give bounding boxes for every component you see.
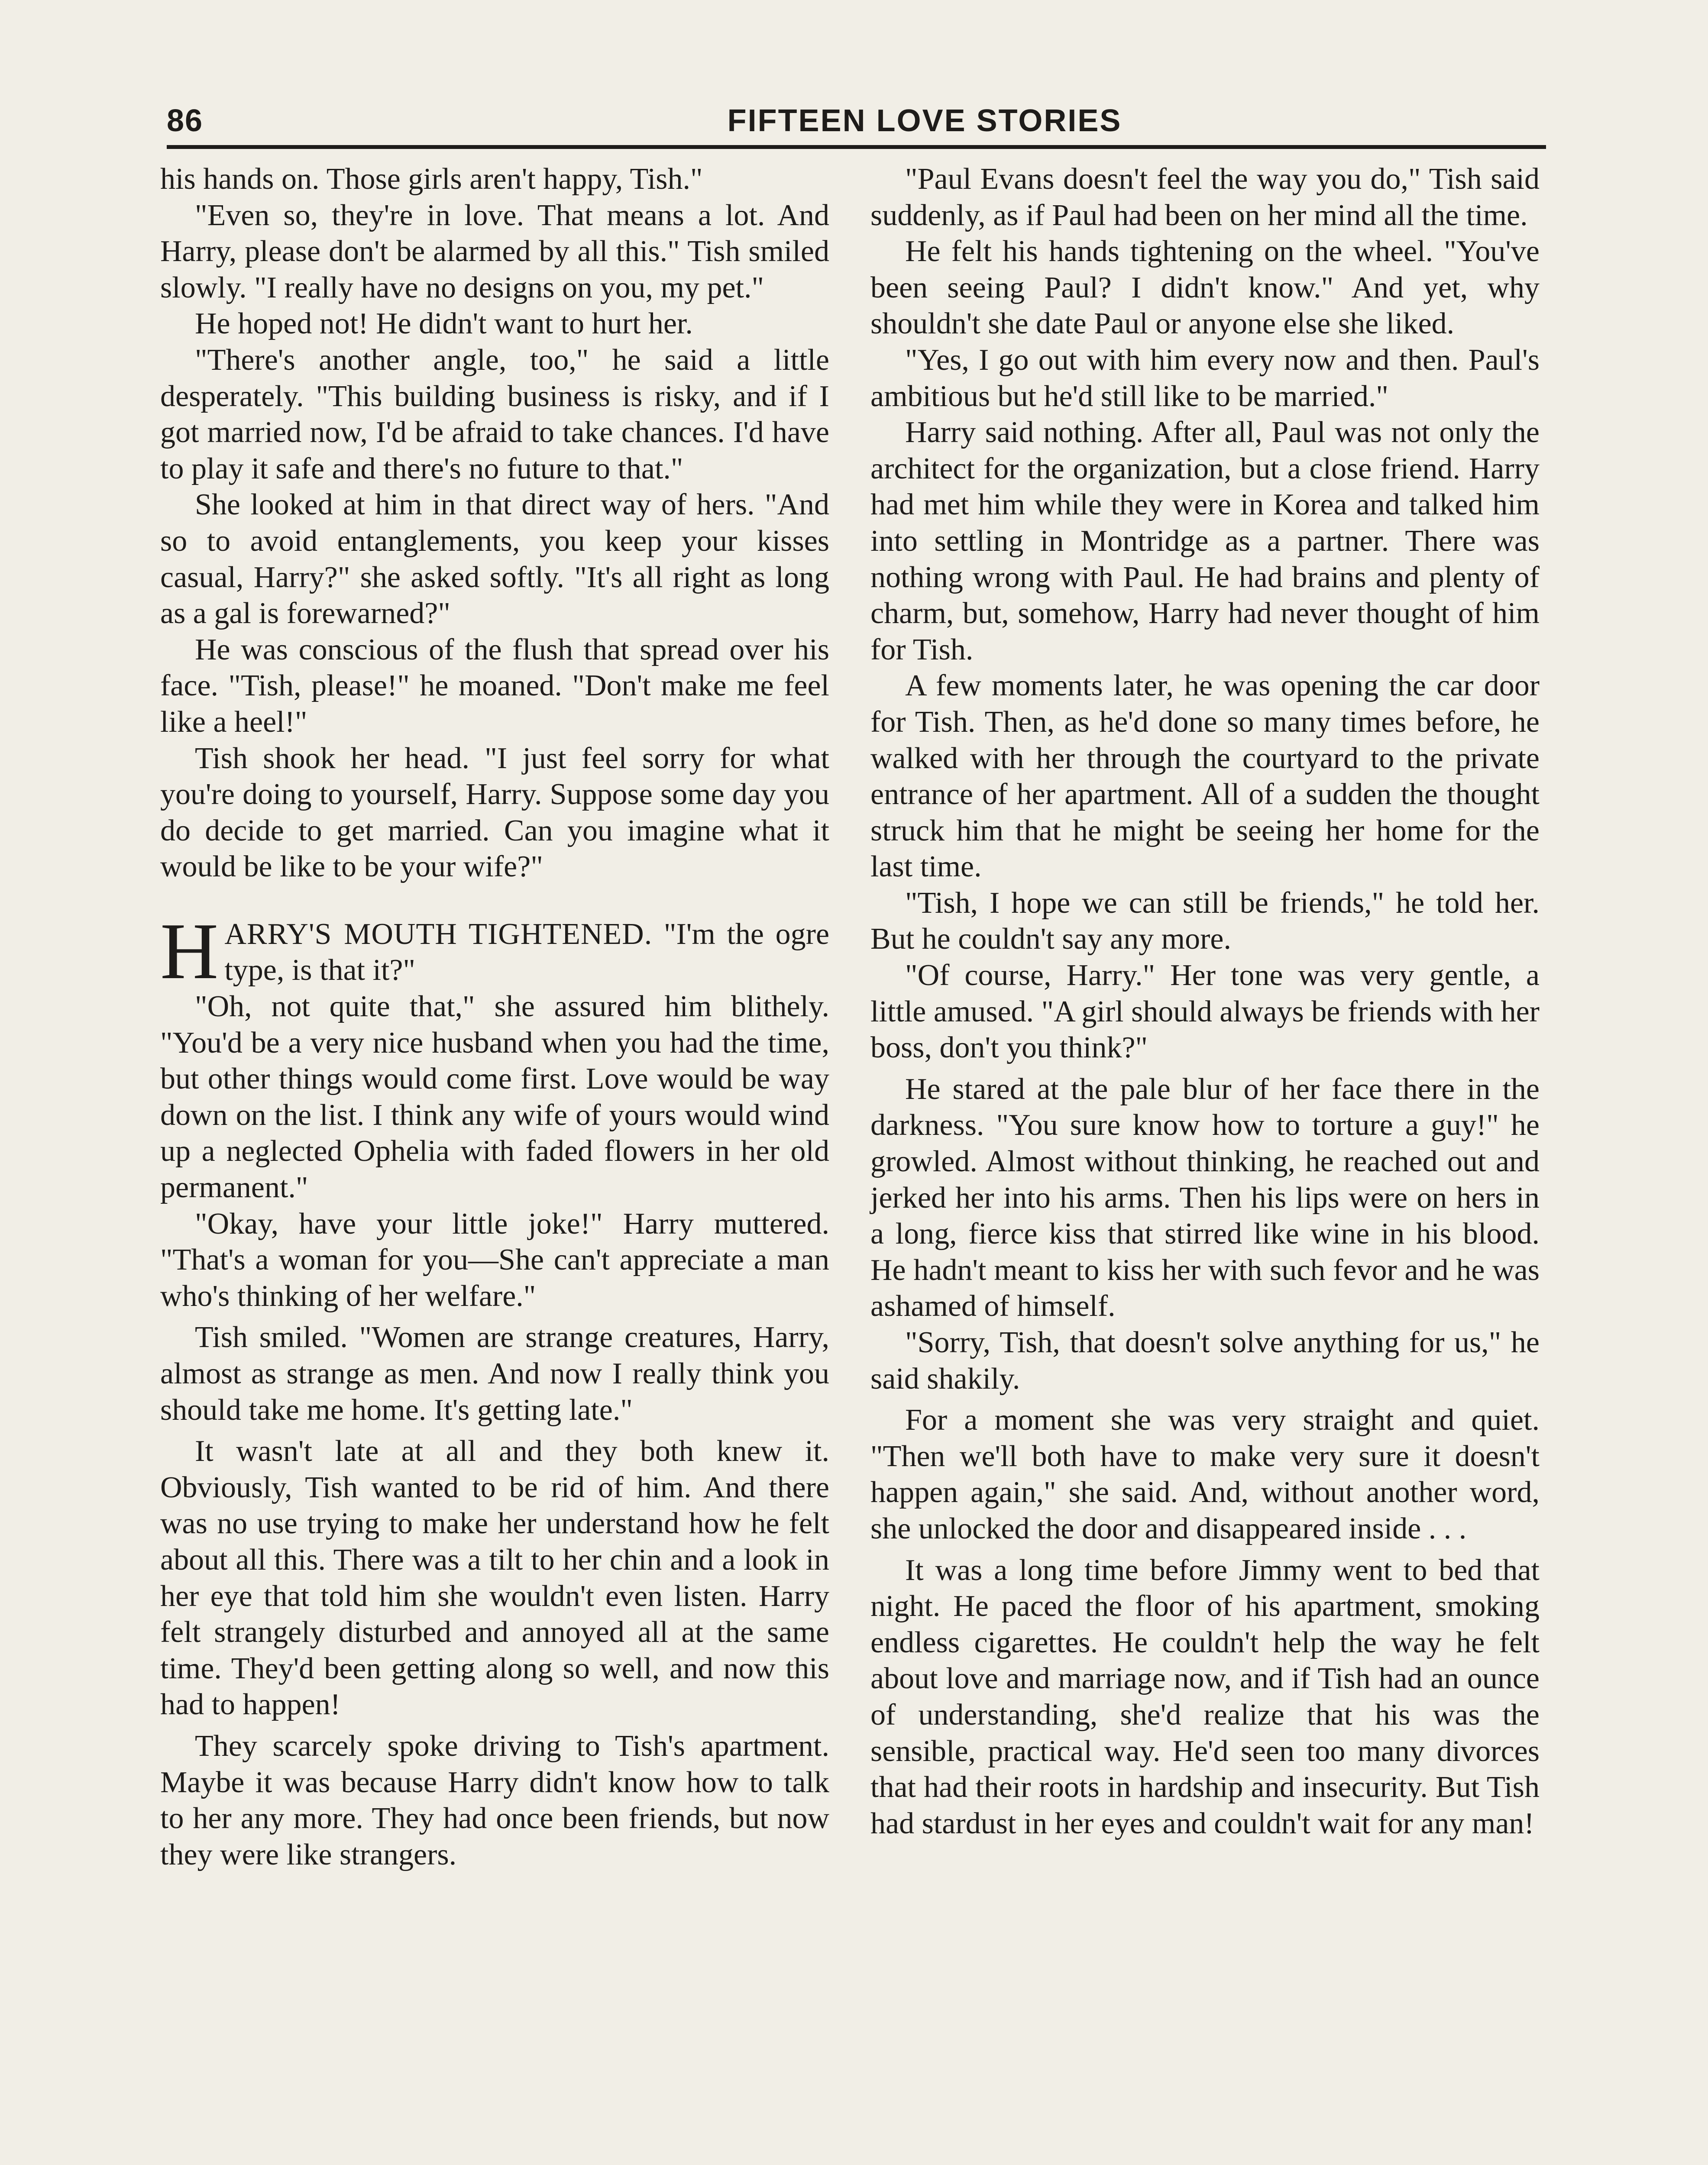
paragraph: It wasn't late at all and they both knew it. Obviously, Tish wanted to be rid of him. And there was no use trying to make her understand how he felt about all this. There was a tilt to her chin and a look in her eye that told him she wouldn't even listen. Harry felt strangely disturbed and annoyed all at the same time. They'd been getting along so well, and now this had to happen! [160,1435,829,1722]
paragraph: "Sorry, Tish, that doesn't solve anything for us," he said shakily. [870,1326,1540,1396]
paragraph: "Tish, I hope we can still be friends," he told her. But he couldn't say any more. [870,886,1540,956]
right-column [870,161,1540,1842]
running-title: FIFTEEN LOVE STORIES [727,103,1122,138]
drop-cap: H [160,906,219,996]
paragraph: "Of course, Harry." Her tone was very gentle, a little amused. "A girl should always be friends with her boss, don't you think?" [870,959,1540,1065]
header-rule [167,145,1546,149]
paragraph: his hands on. Those girls aren't happy, Tish." [160,162,703,196]
paragraph: A few moments later, he was opening the car door for Tish. Then, as he'd done so many times before, he walked with her through the courtyard to the private entrance of her apartment. All of a sudden the thought struck him that he might be seeing her home for the last time. [870,669,1540,884]
left-column [160,161,829,1873]
paragraph: "Oh, not quite that," she assured him blithely. "You'd be a very nice husband when you had the time, but other things would come first. Love would be way down on the list. I think any wife of yours would wind up a neglected Ophelia with faded flowers in her old permanent." [160,990,829,1205]
paragraph: Tish shook her head. "I just feel sorry for what you're doing to yourself, Harry. Suppose some day you do decide to get married. Can you imagine what it would be like to be your wife?" [160,741,829,884]
paragraph: Tish smiled. "Women are strange creatures, Harry, almost as strange as men. And now I really think you should take me home. It's getting late." [160,1321,829,1427]
paragraph: It was a long time before Jimmy went to bed that night. He paced the floor of his apartment, smoking endless cigarettes. He couldn't help the way he felt about love and marriage now, and if Tish had an ounce of understanding, she'd realize that his was the sensible, practical way. He'd seen too many divorces that had their roots in hardship and insecurity. But Tish had stardust in her eyes and couldn't wait for any man! [870,1553,1540,1840]
paragraph: "Even so, they're in love. That means a lot. And Harry, please don't be alarmed by all this." Tish smiled slowly. "I really have no designs on you, my pet." [160,198,829,304]
paragraph: She looked at him in that direct way of hers. "And so to avoid entanglements, you keep your kisses casual, Harry?" she asked softly. "It's all right as long as a gal is forewarned?" [160,488,829,630]
paragraph: He felt his hands tightening on the wheel. "You've been seeing Paul? I didn't know." And yet, why shouldn't she date Paul or anyone else she liked. [870,235,1540,341]
paragraph: He stared at the pale blur of her face there in the darkness. "You sure know how to torture a guy!" he growled. Almost without thinking, he reached out and jerked her into his arms. Then his lips were on hers in a long, fierce kiss that stirred like wine in his blood. He hadn't meant to kiss her with such fevor and he was ashamed of himself. [870,1072,1540,1323]
paragraph: "There's another angle, too," he said a little desperately. "This building business is risky, and if I got married now, I'd be afraid to take chances. I'd have to play it safe and there's no future to that." [160,343,829,485]
paragraph: "Yes, I go out with him every now and then. Paul's ambitious but he'd still like to be married." [870,343,1540,413]
page-number: 86 [167,103,204,138]
paragraph: He was conscious of the flush that spread over his face. "Tish, please!" he moaned. "Don't make me feel like a heel!" [160,633,829,739]
section-opening-paragraph [160,906,830,996]
paragraph: "Paul Evans doesn't feel the way you do," Tish said suddenly, as if Paul had been on her mind all the time. [870,162,1540,232]
paragraph: He hoped not! He didn't want to hurt her. [195,307,693,341]
paragraph: They scarcely spoke driving to Tish's apartment. Maybe it was because Harry didn't know how to talk to her any more. They had once been friends, but now they were like strangers. [160,1729,829,1871]
paragraph: For a moment she was very straight and quiet. "Then we'll both have to make very sure it doesn't happen again," she said. And, without another word, she unlocked the door and disappeared inside . . . [870,1403,1540,1545]
paragraph-text: "I'm the ogre type, is that it?" [224,917,830,987]
paragraph: Harry said nothing. After all, Paul was not only the architect for the organization, but a close friend. Harry had met him while they were in Korea and talked him into settling in Montridge as a partner. There was nothing wrong with Paul. He had brains and plenty of charm, but, somehow, Harry had never thought of him for Tish. [870,416,1540,666]
small-caps-leadin: ARRY'S MOUTH TIGHTENED. [224,917,653,951]
page-header [167,99,1546,151]
paragraph: "Okay, have your little joke!" Harry muttered. "That's a woman for you—She can't appreciate a man who's thinking of her welfare." [160,1207,829,1313]
